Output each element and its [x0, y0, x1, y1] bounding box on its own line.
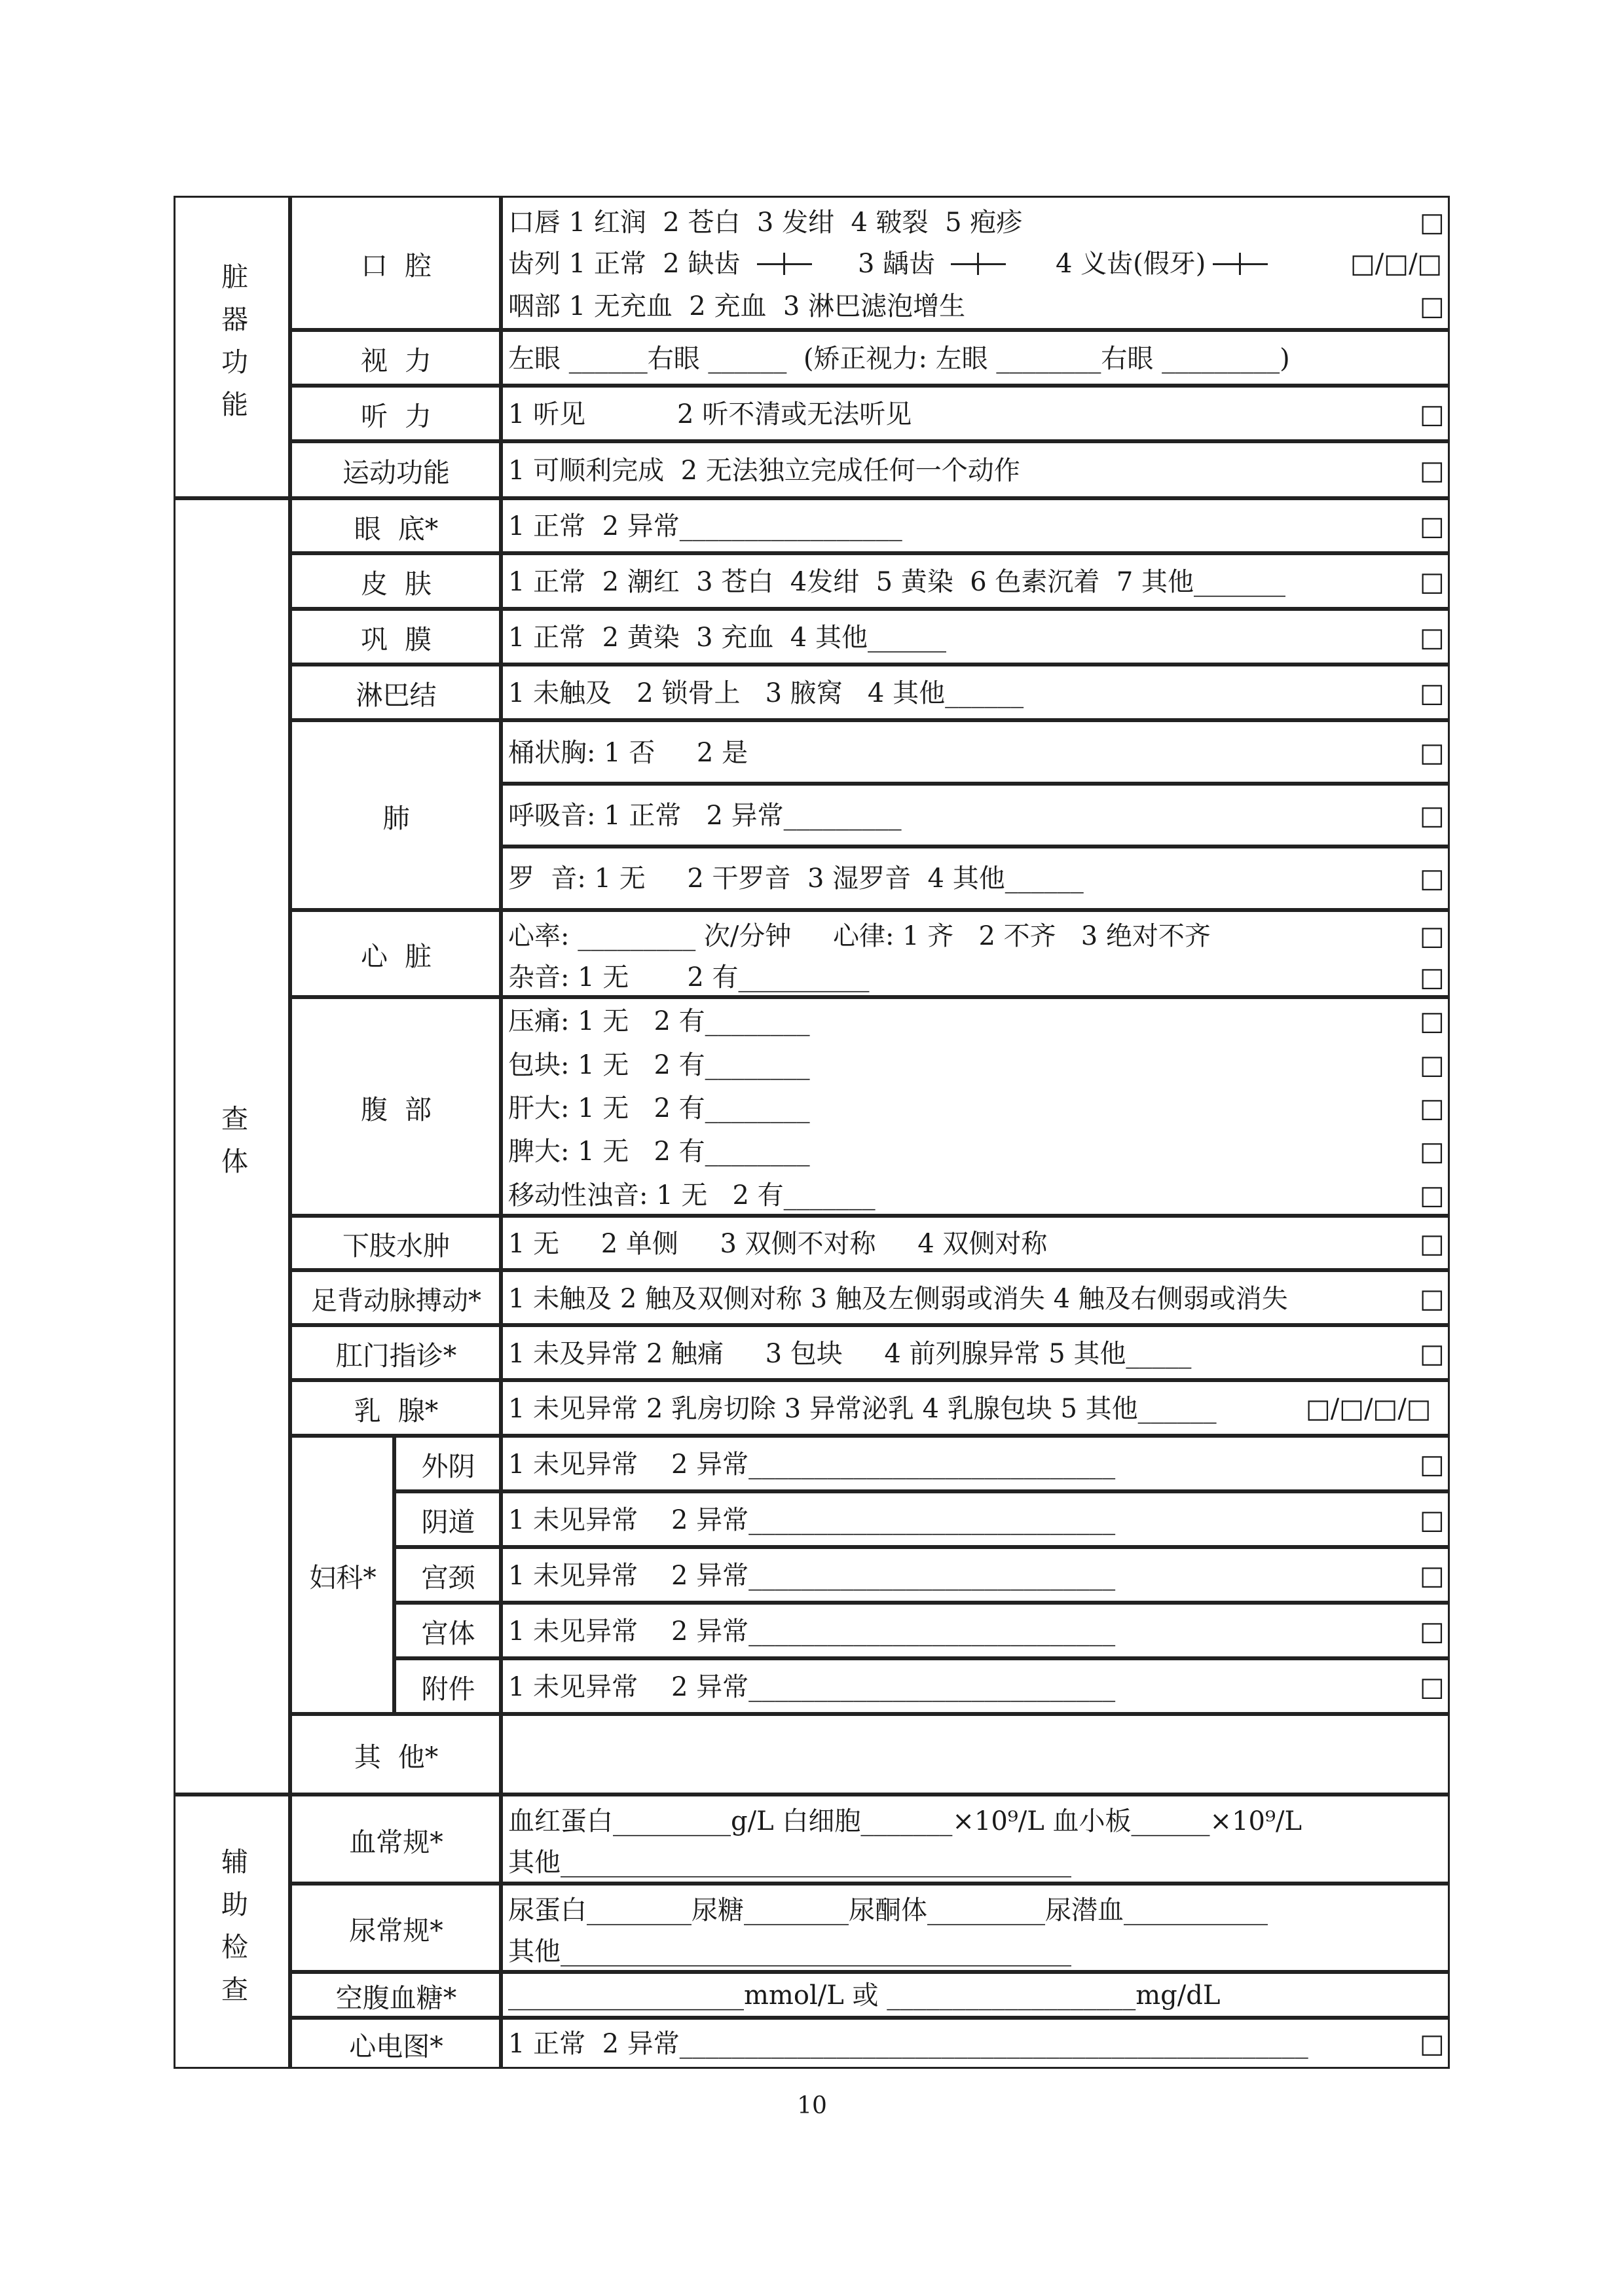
label-motor-function: 运动功能 [342, 457, 450, 488]
edema-checkbox[interactable]: □ [1420, 1229, 1445, 1259]
label-hearing: 听 力 [360, 401, 432, 432]
abdomen-shifting-dullness: 移动性浊音: 1 无 2 有_______ [508, 1180, 876, 1211]
motor-options: 1 可顺利完成 2 无法独立完成任何一个动作 [508, 456, 1020, 486]
tooth-position-chart [757, 253, 812, 275]
abdomen-hepatomegaly: 肝大: 1 无 2 有________ [508, 1093, 810, 1123]
tenderness-checkbox[interactable]: □ [1420, 1006, 1445, 1036]
breath-sounds-checkbox[interactable]: □ [1420, 801, 1445, 831]
pharynx-checkbox[interactable]: □ [1420, 291, 1445, 321]
dentition-options: 齿列 1 正常 2 缺齿 [508, 249, 741, 279]
lymph-checkbox[interactable]: □ [1420, 678, 1445, 708]
mass-checkbox[interactable]: □ [1420, 1050, 1445, 1080]
page-number: 10 [797, 2092, 827, 2119]
label-skin: 皮 肤 [360, 568, 432, 600]
label-cervix: 宫颈 [421, 1562, 475, 1594]
label-vision: 视 力 [360, 345, 432, 376]
heart-rate-rhythm: 心率: _________ 次/分钟 心律: 1 齐 2 不齐 3 绝对不齐 [508, 921, 1211, 951]
uterus-options: 1 未见异常 2 异常____________________________ [508, 1616, 1116, 1647]
dentition-checkboxes[interactable]: □/□/□ [1350, 249, 1443, 279]
label-heart: 心 脏 [360, 941, 432, 972]
label-vagina: 阴道 [421, 1506, 475, 1538]
abdomen-splenomegaly: 脾大: 1 无 2 有________ [508, 1137, 810, 1167]
sclera-checkbox[interactable]: □ [1420, 623, 1445, 653]
tooth-position-chart [1213, 253, 1268, 275]
label-lung: 肺 [382, 802, 410, 834]
content-cell [501, 1714, 1450, 1795]
label-fasting-glucose: 空腹血糖* [335, 1982, 457, 2014]
hepatomegaly-checkbox[interactable]: □ [1420, 1093, 1445, 1123]
motor-checkbox[interactable]: □ [1420, 456, 1445, 486]
sclera-options: 1 正常 2 黄染 3 充血 4 其他______ [508, 623, 946, 653]
urine-routine-other[interactable]: 其他_______________________________________ [508, 1937, 1071, 1967]
dentition-denture: 4 义齿(假牙) [1056, 249, 1206, 279]
shifting-dullness-checkbox[interactable]: □ [1420, 1180, 1445, 1211]
label-lymph-nodes: 淋巴结 [356, 680, 437, 711]
section-label-text: 辅助检查 [217, 1847, 248, 2018]
label-sclera: 巩 膜 [360, 624, 432, 655]
abdomen-mass: 包块: 1 无 2 有________ [508, 1050, 810, 1080]
fasting-glucose-fields[interactable]: __________________mmol/L 或 ___________________mg/dL [508, 1980, 1221, 2011]
abdomen-tenderness: 压痛: 1 无 2 有________ [508, 1006, 810, 1036]
label-fundus: 眼 底* [354, 513, 439, 545]
section-label-auxiliary-exam [174, 1795, 291, 2069]
cervix-options: 1 未见异常 2 异常____________________________ [508, 1561, 1116, 1591]
adnexa-options: 1 未见异常 2 异常____________________________ [508, 1672, 1116, 1702]
rectal-options: 1 未及异常 2 触痛 3 包块 4 前列腺异常 5 其他_____ [508, 1339, 1192, 1369]
pharynx-options: 咽部 1 无充血 2 充血 3 淋巴滤泡增生 [508, 291, 966, 321]
skin-checkbox[interactable]: □ [1420, 567, 1445, 597]
edema-options: 1 无 2 单侧 3 双侧不对称 4 双侧对称 [508, 1229, 1048, 1259]
dorsalis-pedis-options: 1 未触及 2 触及双侧对称 3 触及左侧弱或消失 4 触及右侧弱或消失 [508, 1284, 1288, 1314]
section-label-text: 查体 [217, 1104, 248, 1190]
dentition-caries: 3 龋齿 [858, 249, 936, 279]
section-label-physical-exam [174, 499, 291, 1795]
label-other: 其 他* [354, 1741, 439, 1773]
cervix-checkbox[interactable]: □ [1420, 1561, 1445, 1591]
breath-sounds-options: 呼吸音: 1 正常 2 异常_________ [508, 801, 902, 831]
tooth-position-chart [951, 253, 1006, 275]
barrel-chest-options: 桶状胸: 1 否 2 是 [508, 738, 748, 768]
vagina-options: 1 未见异常 2 异常____________________________ [508, 1505, 1116, 1535]
hearing-options: 1 听见 2 听不清或无法听见 [508, 399, 912, 429]
ecg-checkbox[interactable]: □ [1420, 2029, 1445, 2059]
vision-fields[interactable]: 左眼 ______右眼 ______ (矫正视力: 左眼 ________右眼 _________) [508, 344, 1290, 374]
label-rectal-exam: 肛门指诊* [335, 1339, 457, 1372]
label-lower-limb-edema: 下肢水肿 [342, 1230, 450, 1262]
uterus-checkbox[interactable]: □ [1420, 1616, 1445, 1647]
ecg-options: 1 正常 2 异常________________________________________________ [508, 2029, 1308, 2059]
rectal-checkbox[interactable]: □ [1420, 1339, 1445, 1369]
barrel-chest-checkbox[interactable]: □ [1420, 738, 1445, 768]
section-label-organ-function [174, 196, 291, 499]
lymph-options: 1 未触及 2 锁骨上 3 腋窝 4 其他______ [508, 678, 1024, 708]
label-adnexa: 附件 [421, 1673, 475, 1705]
label-breast: 乳 腺* [354, 1395, 439, 1427]
label-ecg: 心电图* [349, 2030, 443, 2062]
lips-options: 口唇 1 红润 2 苍白 3 发绀 4 皲裂 5 疱疹 [508, 208, 1023, 238]
label-vulva: 外阴 [421, 1451, 475, 1482]
label-blood-routine: 血常规* [349, 1826, 443, 1858]
lips-checkbox[interactable]: □ [1420, 208, 1445, 238]
label-oral-cavity: 口 腔 [360, 250, 432, 282]
blood-routine-other[interactable]: 其他_______________________________________ [508, 1848, 1071, 1878]
heart-murmur-checkbox[interactable]: □ [1420, 962, 1445, 993]
heart-murmur-options: 杂音: 1 无 2 有__________ [508, 962, 870, 993]
heart-rhythm-checkbox[interactable]: □ [1420, 921, 1445, 951]
label-abdomen: 腹 部 [360, 1093, 432, 1125]
skin-options: 1 正常 2 潮红 3 苍白 4发绀 5 黄染 6 色素沉着 7 其他_______ [508, 567, 1286, 597]
hearing-checkbox[interactable]: □ [1420, 399, 1445, 429]
breast-options: 1 未见异常 2 乳房切除 3 异常泌乳 4 乳腺包块 5 其他______ [508, 1394, 1217, 1424]
label-gynecology: 妇科* [309, 1562, 377, 1594]
adnexa-checkbox[interactable]: □ [1420, 1672, 1445, 1702]
label-urine-routine: 尿常规* [349, 1915, 443, 1946]
fundus-checkbox[interactable]: □ [1420, 511, 1445, 541]
label-dorsalis-pedis-pulse: 足背动脉搏动* [311, 1285, 481, 1316]
vagina-checkbox[interactable]: □ [1420, 1505, 1445, 1535]
label-uterus: 宫体 [421, 1618, 475, 1649]
rales-checkbox[interactable]: □ [1420, 864, 1445, 894]
health-exam-form [174, 196, 1449, 2068]
dorsalis-pedis-checkbox[interactable]: □ [1420, 1284, 1445, 1314]
vulva-checkbox[interactable]: □ [1420, 1449, 1445, 1480]
fundus-options: 1 正常 2 异常_________________ [508, 511, 902, 541]
splenomegaly-checkbox[interactable]: □ [1420, 1137, 1445, 1167]
breast-checkboxes[interactable]: □/□/□/□ [1306, 1394, 1431, 1424]
section-label-text: 脏器功能 [217, 263, 248, 433]
blood-routine-values[interactable]: 血红蛋白_________g/L 白细胞_______×10⁹/L 血小板______×10⁹/L [508, 1806, 1302, 1836]
urine-routine-values[interactable]: 尿蛋白________尿糖________尿酮体_________尿潜血___________ [508, 1895, 1268, 1925]
rales-options: 罗 音: 1 无 2 干罗音 3 湿罗音 4 其他______ [508, 864, 1084, 894]
vulva-options: 1 未见异常 2 异常____________________________ [508, 1449, 1116, 1480]
